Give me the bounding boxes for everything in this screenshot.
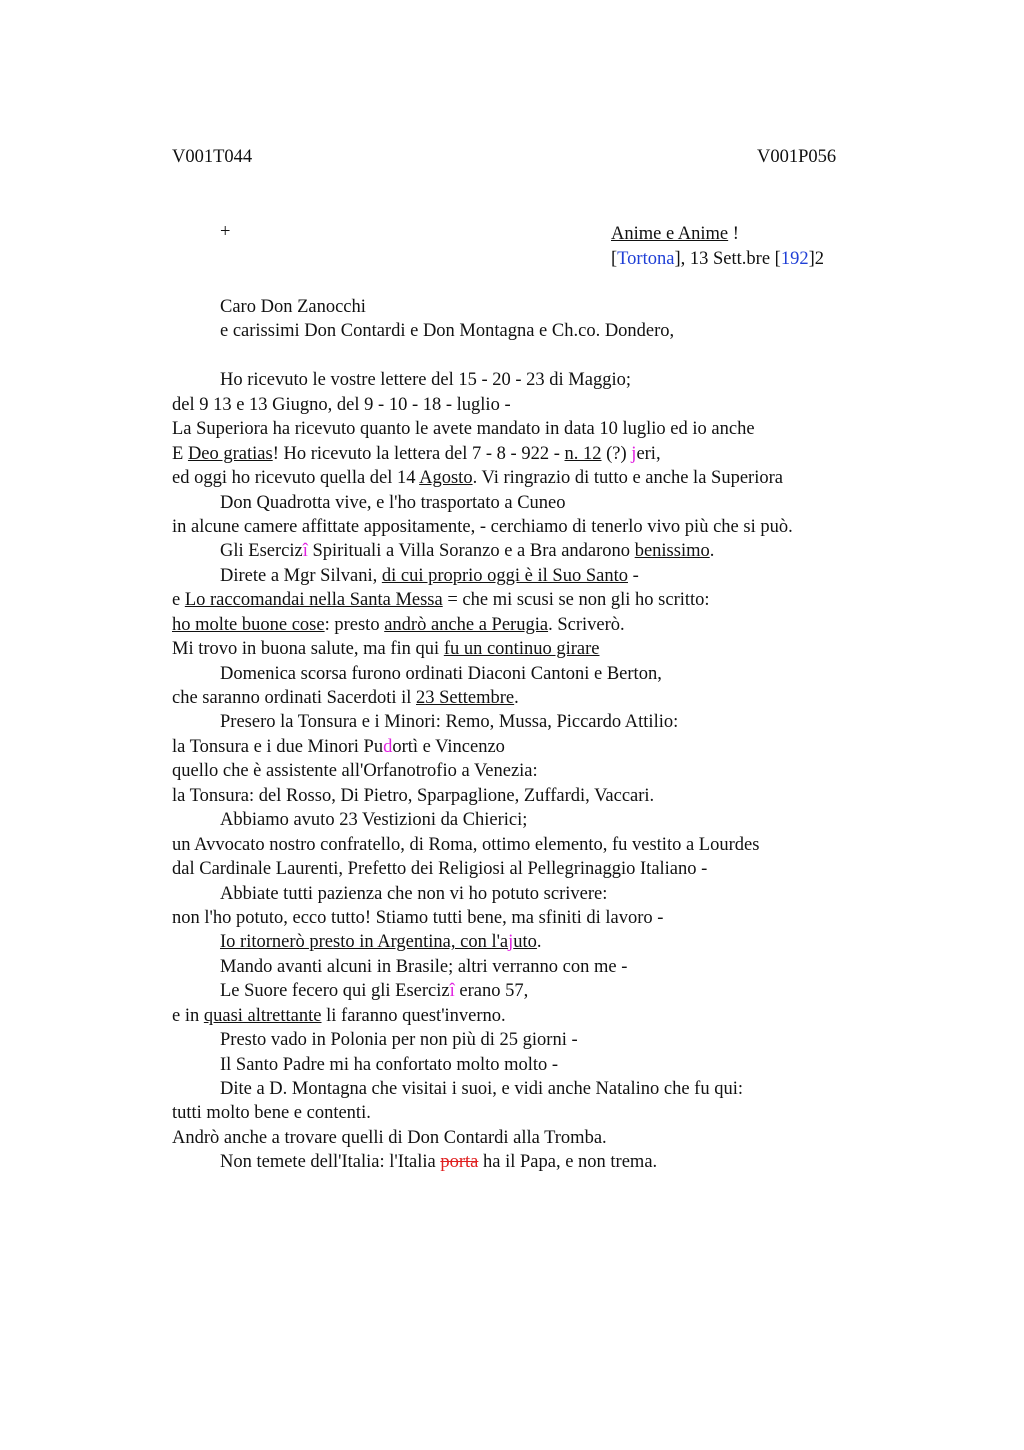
text-line: dal Cardinale Laurenti, Prefetto dei Religiosi al Pellegrinaggio Italiano - [172, 859, 708, 880]
text-line: Abbiate tutti pazienza che non vi ho potuto scrivere: [220, 883, 608, 904]
text-line: Non temete dell'Italia: l'Italia porta ha il Papa, e non trema. [220, 1152, 658, 1173]
text-line: Il Santo Padre mi ha confortato molto molto - [220, 1054, 559, 1075]
text-line: che saranno ordinati Sacerdoti il 23 Settembre. [172, 688, 519, 708]
spacer [172, 344, 992, 368]
motto: Anime e Anime [611, 224, 729, 244]
letter-body [172, 295, 992, 1175]
text-line: tutti molto bene e contenti. [172, 1103, 371, 1124]
text-line: Ho ricevuto le vostre lettere del 15 - 20 - 23 di Maggio; [220, 370, 632, 391]
text-line: quello che è assistente all'Orfanotrofio a Venezia: [172, 761, 538, 782]
text-line: E Deo gratias! Ho ricevuto la lettera del 7 - 8 - 922 - n. 12 (?) jeri, [172, 443, 661, 464]
salutation-line: Caro Don Zanocchi [220, 297, 366, 317]
text-line: La Superiora ha ricevuto quanto le avete mandato in data 10 luglio ed io anche [172, 419, 755, 440]
text-line: e in quasi altrettante li faranno quest'inverno. [172, 1005, 506, 1026]
text-line: e Lo raccomandai nella Santa Messa = che mi scusi se non gli ho scritto: [172, 590, 710, 611]
text-line: un Avvocato nostro confratello, di Roma, ottimo elemento, fu vestito a Lourdes [172, 834, 760, 855]
text-line: Mi trovo in buona salute, ma fin qui fu un continuo girare [172, 639, 600, 660]
text-line: Direte a Mgr Silvani, di cui proprio oggi è il Suo Santo - [220, 565, 639, 586]
text-line: Andrò anche a trovare quelli di Don Contardi alla Tromba. [172, 1127, 607, 1148]
text-line: del 9 13 e 13 Giugno, del 9 - 10 - 18 - luglio - [172, 394, 511, 415]
page-code-right: V001P056 [757, 147, 837, 167]
text-line: la Tonsura: del Rosso, Di Pietro, Sparpaglione, Zuffardi, Vaccari. [172, 785, 655, 806]
text-line: Io ritornerò presto in Argentina, con l'ajuto. [220, 932, 542, 953]
place: Tortona [617, 248, 675, 269]
salutation-line: e carissimi Don Contardi e Don Montagna e Ch.co. Dondero, [220, 321, 675, 342]
text-line: Presero la Tonsura e i Minori: Remo, Mussa, Piccardo Attilio: [220, 712, 679, 733]
text-line: Abbiamo avuto 23 Vestizioni da Chierici; [220, 810, 528, 831]
text-line: Dite a D. Montagna che visitai i suoi, e vidi anche Natalino che fu qui: [220, 1079, 743, 1099]
document-code-left: V001T044 [172, 147, 253, 167]
deleted-word: porta [440, 1152, 479, 1173]
text-line: ho molte buone cose: presto andrò anche a Perugia. Scriverò. [172, 614, 625, 635]
cross-symbol: + [220, 222, 231, 242]
text-line: non l'ho potuto, ecco tutto! Stiamo tutti bene, ma sfiniti di lavoro - [172, 907, 664, 928]
text-line: la Tonsura e i due Minori Pudortì e Vincenzo [172, 736, 505, 757]
text-line: ed oggi ho ricevuto quella del 14 Agosto. Vi ringrazio di tutto e anche la Superiora [172, 468, 783, 489]
motto-line: Anime e Anime ! [611, 224, 739, 244]
text-line: Presto vado in Polonia per non più di 25 giorni - [220, 1030, 578, 1051]
text-line: Le Suore fecero qui gli Esercizî erano 57, [220, 981, 529, 1002]
year-part: 192 [780, 248, 809, 269]
letter-heading [611, 222, 824, 271]
text-line: Don Quadrotta vive, e l'ho trasportato a Cuneo [220, 492, 566, 513]
text-line: Gli Esercizî Spirituali a Villa Soranzo e a Bra andarono benissimo. [220, 541, 715, 562]
text-line: Mando avanti alcuni in Brasile; altri verranno con me - [220, 956, 628, 977]
text-line: in alcune camere affittate appositamente, - cerchiamo di tenerlo vivo più che si può. [172, 516, 793, 537]
place-date-line: [Tortona], 13 Sett.bre [192]2 [611, 248, 824, 269]
text-line: Domenica scorsa furono ordinati Diaconi Cantoni e Berton, [220, 663, 662, 684]
